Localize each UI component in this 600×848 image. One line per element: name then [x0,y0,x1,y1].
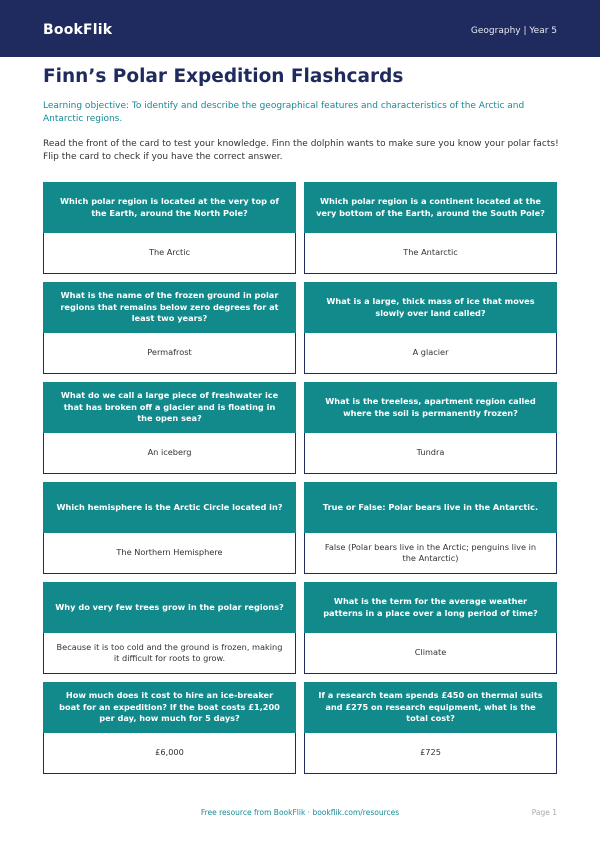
card-answer: £725 [304,733,557,774]
card-answer: An iceberg [43,433,296,474]
card-question: Which polar region is located at the very top of the Earth, around the North Pole? [43,182,296,233]
flashcard[interactable] [304,482,557,574]
flashcard[interactable] [43,382,296,474]
card-answer: Because it is too cold and the ground is frozen, making it difficult for roots to grow. [43,633,296,674]
flashcard[interactable] [43,582,296,674]
card-answer: False (Polar bears live in the Arctic; penguins live in the Antarctic) [304,533,557,574]
card-question: How much does it cost to hire an ice-breaker boat for an expedition? If the boat costs £1,200 per day, how much for 5 days? [43,682,296,733]
flashcard[interactable] [43,182,296,274]
card-answer: Climate [304,633,557,674]
card-answer: A glacier [304,333,557,374]
flashcard[interactable] [304,382,557,474]
card-answer: Permafrost [43,333,296,374]
card-answer: £6,000 [43,733,296,774]
subject-label: Geography | Year 5 [470,26,557,36]
card-answer: The Antarctic [304,233,557,274]
page-title: Finn’s Polar Expedition Flashcards [43,66,404,87]
footer-link[interactable]: Free resource from BookFlik · bookflik.com/resources [200,808,400,817]
card-question: If a research team spends £450 on thermal suits and £275 on research equipment, what is the total cost? [304,682,557,733]
card-question: True or False: Polar bears live in the Antarctic. [304,482,557,533]
flashcard[interactable] [304,282,557,374]
card-question: What is the term for the average weather patterns in a place over a long period of time? [304,582,557,633]
card-question: Which polar region is a continent located at the very bottom of the Earth, around the South Pole? [304,182,557,233]
card-question: What is the treeless, apartment region called where the soil is permanently frozen? [304,382,557,433]
brand-logo[interactable]: BookFlik [43,22,113,38]
flashcard-grid [43,182,557,774]
card-answer: Tundra [304,433,557,474]
instructions: Read the front of the card to test your knowledge. Finn the dolphin wants to make sure you know your polar facts! Flip the card to check if you have the correct answer. [43,139,559,162]
page-number: Page 1 [531,808,557,817]
card-question: What do we call a large piece of freshwater ice that has broken off a glacier and is floating in the open sea? [43,382,296,433]
flashcard[interactable] [43,682,296,774]
card-question: What is the name of the frozen ground in polar regions that remains below zero degrees for at least two years? [43,282,296,333]
flashcard[interactable] [304,682,557,774]
flashcard[interactable] [43,482,296,574]
card-question: Why do very few trees grow in the polar regions? [43,582,296,633]
card-answer: The Northern Hemisphere [43,533,296,574]
flashcard[interactable] [304,582,557,674]
header-bar [0,0,600,57]
flashcard[interactable] [304,182,557,274]
card-question: Which hemisphere is the Arctic Circle located in? [43,482,296,533]
flashcard[interactable] [43,282,296,374]
card-answer: The Arctic [43,233,296,274]
card-question: What is a large, thick mass of ice that moves slowly over land called? [304,282,557,333]
learning-objective: Learning objective: To identify and describe the geographical features and characteristics of the Arctic and Antarctic regions. [43,101,525,124]
